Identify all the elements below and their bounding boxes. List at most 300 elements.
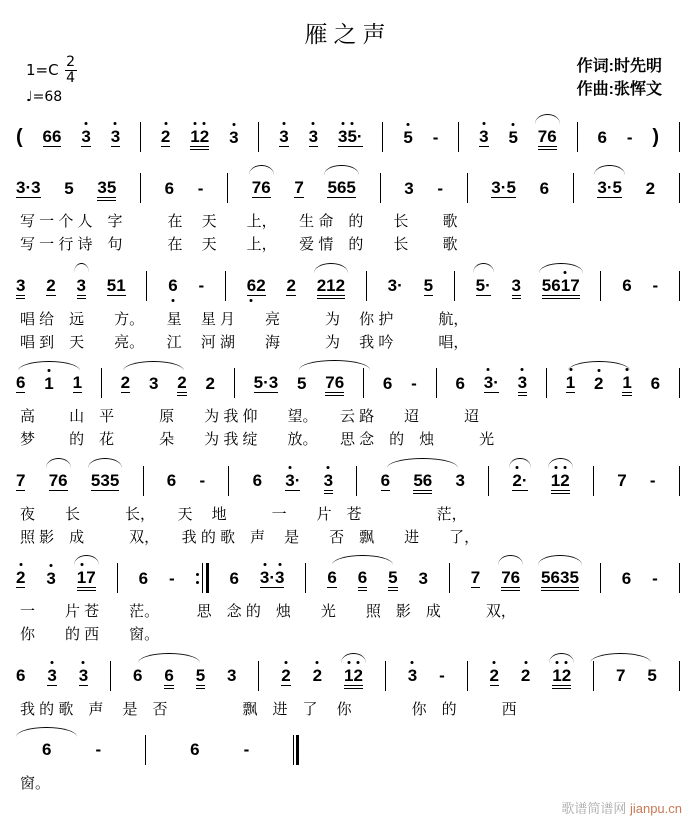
- : 6: [336, 178, 347, 197]
- note-token: [16, 373, 25, 393]
- : 3: [81, 127, 90, 146]
- : 5: [64, 178, 74, 198]
- : 1: [116, 275, 126, 295]
- tie-arc-icon: [549, 653, 574, 663]
- note-token: [309, 127, 318, 147]
- music-system: [8, 166, 688, 257]
- : ·: [493, 373, 499, 392]
- : 2: [560, 471, 569, 490]
- octave-dot-above-icon: [48, 369, 51, 372]
- octave-dot-above-icon: [194, 122, 197, 125]
- barline-icon: [436, 368, 437, 398]
- : -: [199, 471, 206, 490]
- : 5: [541, 275, 552, 295]
- barline-icon: [449, 563, 450, 593]
- : 5: [413, 470, 423, 490]
- : 6: [164, 178, 175, 198]
- note-token: [253, 471, 262, 490]
- barline-icon: [146, 271, 147, 301]
- tie-arc-icon: [473, 263, 494, 273]
- lyrics-line: 一 片 苍 茫。 思 念 的 烛 光 照 影 成 双，: [20, 603, 516, 620]
- barline-icon: [679, 122, 680, 152]
- : 5: [506, 178, 516, 197]
- barline-icon: [546, 368, 547, 398]
- note-token: [165, 179, 174, 198]
- : 6: [138, 568, 149, 588]
- note-token: [616, 666, 625, 685]
- notation-line: [8, 166, 688, 210]
- : [293, 735, 294, 765]
- barline-icon: [458, 122, 459, 152]
- : 3: [275, 568, 284, 587]
- note-token: [64, 179, 73, 198]
- : 6: [382, 373, 393, 393]
- : 2: [120, 373, 131, 392]
- : 3: [279, 127, 288, 146]
- octave-dot-above-icon: [521, 368, 524, 371]
- tie-arc-icon: [539, 263, 583, 273]
- barline-icon: [679, 466, 680, 496]
- note-token: [542, 276, 580, 296]
- barline-icon: [382, 122, 383, 152]
- note-token: [199, 276, 205, 295]
- octave-dot-above-icon: [203, 122, 206, 125]
- : [206, 563, 209, 593]
- watermark-site-name: 歌谱简谱网: [561, 801, 630, 816]
- tie-arc-icon: [341, 653, 366, 663]
- music-system: [8, 115, 688, 159]
- music-system: [8, 264, 688, 355]
- : 7: [48, 470, 59, 490]
- : 2: [161, 127, 170, 146]
- music-system: [8, 728, 688, 795]
- barline-icon: [228, 466, 229, 496]
- barline-icon: [258, 122, 259, 152]
- : -: [411, 373, 417, 393]
- : ·: [500, 178, 507, 197]
- : 7: [325, 373, 335, 392]
- music-system: [8, 654, 688, 721]
- : 6: [327, 568, 337, 587]
- octave-dot-above-icon: [411, 661, 414, 664]
- note-token: [111, 127, 120, 147]
- tie-arc-icon: [88, 458, 122, 468]
- : 3: [338, 127, 347, 146]
- music-system: [8, 361, 688, 452]
- octave-dot-above-icon: [357, 661, 360, 664]
- notation-line: [8, 654, 688, 698]
- note-token: [439, 666, 445, 685]
- note-token: [566, 373, 575, 393]
- lyrics-line: 高 山 平 原 为 我 仰 望。 云 路 迢 迢: [20, 408, 480, 425]
- barline-icon: [143, 466, 144, 496]
- : 7: [617, 471, 627, 490]
- note-token: [388, 568, 397, 588]
- : 6: [334, 373, 345, 392]
- note-token: [247, 276, 266, 296]
- note-token: [16, 471, 25, 491]
- barline-icon: [140, 173, 141, 203]
- tie-arc-icon: [535, 114, 560, 124]
- : 7: [537, 127, 548, 146]
- : 3: [597, 178, 607, 197]
- barline-icon: [258, 661, 259, 691]
- octave-dot-above-icon: [51, 661, 54, 664]
- : 7: [470, 568, 481, 587]
- note-token: [95, 740, 101, 759]
- tie-arc-icon: [249, 165, 274, 175]
- note-token: [47, 666, 56, 686]
- note-token: [190, 127, 209, 147]
- lyrics-line: 写 一 个 人 字 在 天 上， 生 命 的 长 歌: [20, 213, 458, 230]
- note-token: [297, 374, 306, 393]
- : 1: [344, 666, 353, 685]
- note-token: [479, 127, 488, 147]
- note-token: [476, 276, 491, 296]
- : 3: [16, 275, 26, 295]
- : 3: [46, 569, 55, 588]
- : 6: [252, 471, 263, 490]
- barline-icon: [679, 173, 680, 203]
- octave-dot-above-icon: [341, 122, 344, 125]
- : [296, 735, 299, 765]
- : 3: [491, 178, 501, 197]
- octave-dot-above-icon: [554, 466, 557, 469]
- barline-icon: [593, 466, 594, 496]
- barline-icon: [356, 466, 357, 496]
- note-token: [418, 569, 427, 588]
- : ·: [397, 276, 403, 295]
- : 2: [177, 373, 187, 392]
- : 2: [16, 568, 25, 587]
- barline-icon: [593, 661, 594, 691]
- octave-dot-above-icon: [524, 661, 527, 664]
- octave-dot-above-icon: [487, 368, 490, 371]
- note-token: [622, 373, 631, 393]
- barline-icon: [227, 173, 228, 203]
- : 6: [42, 127, 53, 146]
- : ·: [485, 275, 491, 295]
- : 6: [622, 276, 632, 295]
- note-token: [652, 569, 658, 588]
- note-token: [411, 374, 417, 393]
- note-token: [73, 373, 82, 393]
- tie-arc-icon: [332, 555, 393, 565]
- : 5: [541, 568, 551, 587]
- : 2: [256, 275, 266, 295]
- lyrics-line: 梦 的 花 朵 为 我 绽 放。 思 念 的 烛 光: [20, 431, 495, 449]
- octave-dot-above-icon: [327, 466, 330, 469]
- : 6: [551, 275, 561, 295]
- note-token: [344, 666, 363, 686]
- note-token: [77, 276, 86, 296]
- note-token: [190, 740, 199, 759]
- note-token: [42, 740, 51, 759]
- : 6: [597, 127, 607, 147]
- note-token: [46, 569, 55, 588]
- barline-icon: [467, 661, 468, 691]
- : 7: [570, 275, 580, 295]
- octave-dot-above-icon: [232, 123, 235, 126]
- note-token: [167, 471, 176, 490]
- : 3: [408, 666, 417, 685]
- barline-icon: [140, 122, 141, 152]
- : 1: [552, 666, 561, 685]
- note-token: [169, 569, 175, 588]
- note-token: [286, 276, 295, 296]
- octave-dot-above-icon: [564, 271, 567, 274]
- : 1: [551, 471, 560, 490]
- note-token: [327, 178, 355, 198]
- barline-icon: [101, 368, 102, 398]
- note-token: [455, 374, 464, 393]
- : 1: [44, 374, 53, 393]
- note-token: [538, 127, 557, 147]
- : 3: [148, 373, 159, 393]
- : 5: [403, 128, 412, 147]
- note-token: [206, 374, 215, 393]
- : 6: [166, 471, 177, 490]
- : 5: [106, 275, 117, 295]
- note-token: [490, 666, 499, 686]
- note-token: [16, 126, 23, 148]
- note-token: [168, 276, 177, 295]
- : 6: [539, 178, 550, 198]
- barline-icon: [366, 271, 367, 301]
- : 7: [501, 568, 511, 587]
- note-token: [149, 374, 158, 393]
- lyrics-line: 你 的 西 窗。: [20, 626, 160, 644]
- barline-icon: [679, 661, 680, 691]
- note-token: [518, 373, 527, 393]
- note-token: [198, 179, 204, 198]
- octave-dot-above-icon: [493, 661, 496, 664]
- : 2: [490, 666, 499, 685]
- : 6: [247, 276, 256, 295]
- octave-dot-above-icon: [482, 122, 485, 125]
- : 6: [550, 568, 560, 587]
- octave-dot-above-icon: [85, 122, 88, 125]
- : 6: [547, 127, 557, 146]
- note-token: [508, 128, 517, 147]
- note-token: [551, 471, 570, 491]
- octave-dot-above-icon: [407, 123, 410, 126]
- : 5: [106, 178, 117, 197]
- note-token: [46, 276, 55, 296]
- : ·: [25, 178, 32, 197]
- : 5: [347, 127, 356, 146]
- : 1: [77, 568, 86, 587]
- note-token: [383, 374, 392, 393]
- watermark-url: jianpu.cn: [629, 801, 682, 816]
- note-token: [491, 178, 516, 198]
- note-token: [227, 666, 236, 685]
- : 6: [261, 178, 271, 197]
- note-token: [161, 127, 170, 147]
- : 5: [109, 470, 120, 490]
- octave-dot-above-icon: [164, 122, 167, 125]
- : 3: [455, 471, 465, 490]
- : 5: [647, 666, 657, 685]
- barline-icon: [385, 661, 386, 691]
- : ·: [269, 568, 275, 587]
- note-token: [338, 127, 363, 147]
- meter-denominator: 4: [66, 69, 76, 86]
- note-token: [622, 569, 631, 588]
- barline-icon: [454, 271, 455, 301]
- octave-dot-above-icon: [82, 661, 85, 664]
- : -: [439, 666, 445, 685]
- barline-icon: [363, 368, 364, 398]
- : 1: [622, 373, 631, 392]
- tie-arc-icon: [590, 653, 651, 663]
- : 3: [76, 275, 86, 295]
- tie-arc-icon: [16, 727, 77, 737]
- : -: [95, 740, 102, 760]
- note-token: [597, 178, 622, 198]
- : 3: [268, 373, 279, 392]
- note-token: [650, 471, 656, 490]
- note-token: [196, 666, 205, 686]
- tie-arc-icon: [314, 263, 348, 273]
- : 2: [200, 127, 209, 146]
- meter-numerator: 2: [66, 54, 76, 70]
- : 1: [566, 373, 575, 392]
- : 7: [86, 568, 96, 587]
- : 2: [353, 666, 362, 685]
- : ·: [356, 127, 363, 146]
- lyrics-line: 窗。: [20, 774, 51, 792]
- : 3: [79, 666, 88, 685]
- note-token: [512, 471, 527, 491]
- : 6: [422, 470, 433, 490]
- note-token: [327, 568, 336, 588]
- octave-dot-above-icon: [19, 563, 22, 566]
- notation-line: [8, 728, 688, 772]
- note-token: [647, 666, 656, 685]
- score-header: [0, 55, 696, 113]
- barline-icon: [488, 466, 489, 496]
- octave-dot-above-icon: [347, 661, 350, 664]
- notation-line: [8, 115, 688, 159]
- : 3: [229, 128, 238, 147]
- note-token: [552, 666, 571, 686]
- octave-dot-above-icon: [114, 122, 117, 125]
- note-token: [285, 471, 300, 491]
- : 5: [569, 568, 579, 587]
- : 7: [16, 470, 26, 490]
- barline-icon: [600, 563, 601, 593]
- : 2: [281, 666, 290, 685]
- barline-icon: [234, 368, 235, 398]
- : 6: [357, 568, 368, 587]
- time-signature: [65, 55, 77, 85]
- note-token: [91, 471, 119, 491]
- barline-icon: [577, 122, 578, 152]
- : 6: [52, 127, 62, 146]
- : 2: [335, 275, 346, 295]
- note-token: [133, 666, 142, 685]
- : 5: [423, 275, 434, 295]
- : 3: [16, 178, 26, 197]
- note-token: [597, 128, 606, 147]
- repeat-sign-icon: [196, 563, 209, 593]
- : 3: [418, 568, 428, 588]
- : 2: [521, 666, 530, 685]
- : 6: [168, 276, 177, 295]
- : 3: [387, 276, 398, 295]
- : 2: [562, 666, 571, 685]
- : -: [432, 127, 439, 147]
- tie-arc-icon: [46, 458, 71, 468]
- note-token: [325, 373, 344, 393]
- : 2: [645, 178, 656, 198]
- note-token: [521, 666, 530, 685]
- note-token: [164, 666, 173, 686]
- note-token: [16, 568, 25, 588]
- : 2: [205, 373, 215, 393]
- note-token: [622, 276, 631, 295]
- octave-dot-above-icon: [626, 368, 629, 371]
- note-token: [424, 276, 433, 296]
- music-system: [8, 556, 688, 647]
- note-token: [512, 276, 521, 296]
- tie-arc-icon: [548, 458, 573, 468]
- note-token: [313, 666, 322, 685]
- : 6: [42, 740, 52, 760]
- : -: [197, 178, 204, 198]
- barline-icon: [117, 563, 118, 593]
- composer-credit: 作曲:张恽文: [576, 81, 662, 99]
- note-token: [199, 471, 205, 490]
- credits-block: [577, 55, 662, 101]
- note-token: [16, 666, 25, 685]
- tie-arc-icon: [387, 458, 458, 468]
- note-token: [43, 127, 62, 147]
- octave-dot-above-icon: [351, 122, 354, 125]
- : [202, 563, 203, 593]
- : 3: [309, 127, 318, 146]
- : -: [198, 276, 205, 295]
- lyrics-line: 写 一 行 诗 句 在 天 上， 爱 情 的 长 歌: [20, 236, 458, 254]
- quarter-note-icon: ♩: [26, 89, 33, 106]
- note-token: [44, 374, 53, 393]
- : 6: [510, 568, 521, 587]
- : 6: [380, 470, 391, 490]
- tie-arc-icon: [138, 653, 199, 663]
- : -: [649, 471, 656, 490]
- note-token: [177, 373, 186, 393]
- note-token: [455, 471, 464, 490]
- note-token: [79, 666, 88, 686]
- : 3: [285, 471, 294, 490]
- barline-icon: [573, 173, 574, 203]
- note-token: [107, 276, 126, 296]
- barline-icon: [145, 735, 146, 765]
- note-token: [281, 666, 290, 686]
- : 3: [227, 666, 237, 685]
- tempo-marking: [26, 89, 77, 105]
- : 7: [294, 178, 304, 197]
- octave-dot-above-icon: [564, 466, 567, 469]
- octave-dot-above-icon: [316, 661, 319, 664]
- song-title: 雁之声: [304, 22, 392, 47]
- : 2: [313, 666, 322, 685]
- : 3: [511, 275, 522, 295]
- : -: [626, 127, 633, 147]
- note-token: [81, 127, 90, 147]
- note-token: [16, 276, 25, 296]
